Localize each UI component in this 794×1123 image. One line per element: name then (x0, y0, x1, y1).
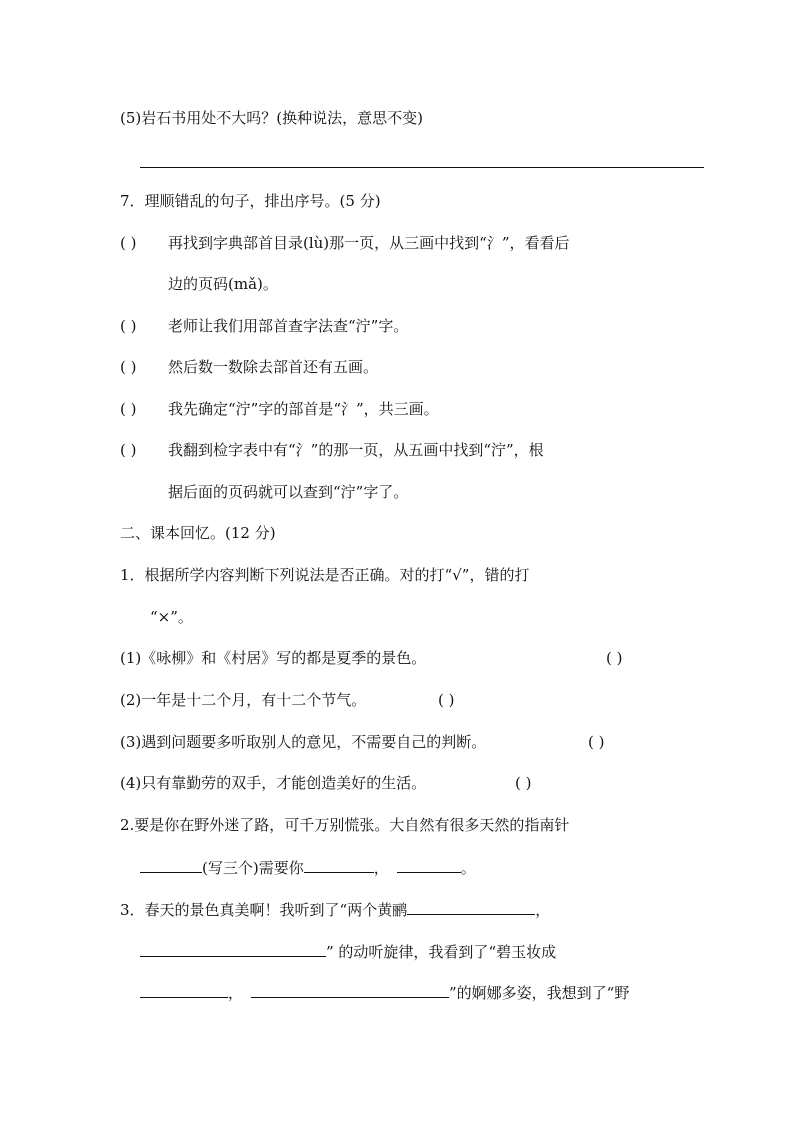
q3-blank-4[interactable] (251, 981, 449, 998)
q2-hint-text: (写三个)需要你 (202, 859, 304, 877)
section-2-heading: 二、课本回忆。(12 分) (120, 524, 276, 542)
q6-5-text: (5)岩石书用处不大吗？(换种说法，意思不变) (120, 109, 423, 127)
q7-item-2-text: 老师让我们用部首查字法查“泞”字。 (168, 317, 409, 335)
q6-5-answer-line[interactable] (140, 167, 704, 168)
q1-item-4-paren[interactable]: ( ) (515, 774, 532, 792)
q2-period: 。 (460, 859, 476, 877)
q2-prompt: 2.要是你在野外迷了路，可千万别慌张。大自然有很多天然的指南针 (120, 816, 570, 834)
q2-blank-1[interactable] (140, 856, 202, 873)
q1-item-2-text: (2)一年是十二个月，有十二个节气。 (120, 691, 367, 709)
q7-item-5-text: 我翻到检字表中有“氵”的那一页，从五画中找到“泞”，根 (168, 441, 544, 459)
q3-blank-2[interactable] (140, 940, 326, 957)
q7-item-5-paren[interactable]: ( ) (120, 441, 137, 459)
q2-blank-3[interactable] (397, 856, 461, 873)
q1-item-4-text: (4)只有靠勤劳的双手，才能创造美好的生活。 (120, 774, 427, 792)
q7-item-1-paren[interactable]: ( ) (120, 234, 137, 252)
q3-text-2: ” 的动听旋律，我看到了“碧玉妆成 (326, 943, 557, 961)
q3-line-3 (140, 981, 629, 1004)
q3-prompt: 3．春天的景色真美啊！我听到了“两个黄鹂 (120, 901, 408, 919)
q7-heading: 7．理顺错乱的句子，排出序号。(5 分) (120, 192, 381, 210)
q7-item-1-text-cont: 边的页码(mǎ)。 (168, 275, 278, 293)
q3-line-1 (120, 898, 550, 921)
q3-text-3: ”的婀娜多姿，我想到了“野 (449, 984, 630, 1002)
q2-blank-2[interactable] (304, 856, 374, 873)
q2-answer-line (140, 856, 476, 879)
q1-item-2-paren[interactable]: ( ) (438, 691, 455, 709)
q3-comma-2: ， (228, 984, 244, 1002)
q2-comma: ， (373, 859, 389, 877)
q1-prompt: 1．根据所学内容判断下列说法是否正确。对的打“√”，错的打 (120, 566, 530, 584)
q7-item-2-paren[interactable]: ( ) (120, 317, 137, 335)
q1-item-1-paren[interactable]: ( ) (606, 649, 623, 667)
q7-item-3-text: 然后数一数除去部首还有五画。 (168, 358, 379, 376)
q1-prompt-cont: “×”。 (150, 608, 193, 626)
q1-item-3-text: (3)遇到问题要多听取别人的意见，不需要自己的判断。 (120, 733, 487, 751)
q7-item-4-text: 我先确定“泞”字的部首是“氵”，共三画。 (168, 400, 439, 418)
q3-comma-1: ， (535, 901, 551, 919)
q3-line-2 (140, 940, 556, 963)
q7-item-4-paren[interactable]: ( ) (120, 400, 137, 418)
q1-item-3-paren[interactable]: ( ) (588, 733, 605, 751)
q3-blank-1[interactable] (407, 898, 535, 915)
q1-item-1-text: (1)《咏柳》和《村居》写的都是夏季的景色。 (120, 649, 427, 667)
q7-item-3-paren[interactable]: ( ) (120, 358, 137, 376)
q7-item-5-text-cont: 据后面的页码就可以查到“泞”字了。 (168, 483, 409, 501)
q3-blank-3[interactable] (140, 981, 228, 998)
q7-item-1-text: 再找到字典部首目录(lù)那一页，从三画中找到“氵”，看看后 (168, 234, 570, 252)
